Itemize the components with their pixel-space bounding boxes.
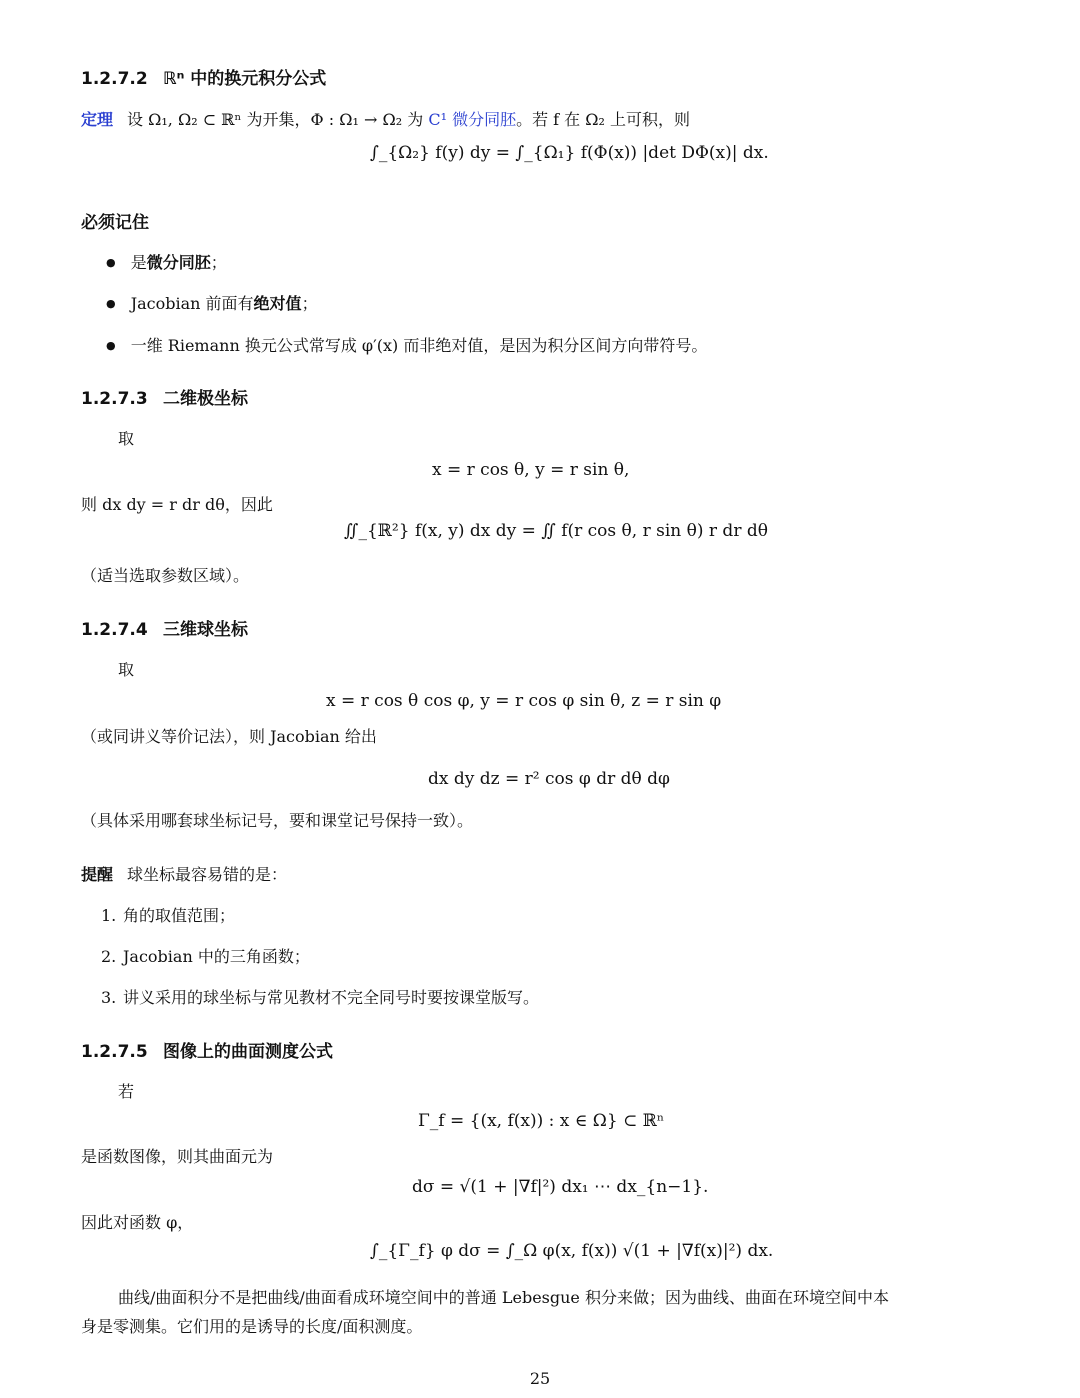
change-of-variables-formula: ∫_{Ω₂} f(y) dy = ∫_{Ω₁} f(Φ(x)) |det DΦ(x)| dx. <box>370 143 769 163</box>
section-heading-1-2-7-4: 1.2.7.4 三维球坐标 <box>81 620 248 640</box>
paragraph-text: 取 <box>118 660 135 679</box>
diffeomorphism-link[interactable]: C¹ 微分同胚 <box>428 110 517 129</box>
spherical-coordinates-equation: x = r cos θ cos φ, y = r cos φ sin θ, z = r sin φ <box>326 691 722 711</box>
page-number: 25 <box>529 1369 551 1388</box>
paragraph-text: （或同讲义等价记法），则 Jacobian 给出 <box>81 727 377 746</box>
list-item: 2. Jacobian 中的三角函数； <box>101 947 310 966</box>
section-heading-1-2-7-3: 1.2.7.3 二维极坐标 <box>81 389 248 409</box>
paragraph-text: （适当选取参数区域）。 <box>81 566 250 585</box>
paragraph-text: 是函数图像，则其曲面元为 <box>81 1147 274 1166</box>
polar-coordinates-equation: x = r cos θ, y = r sin θ, <box>432 460 630 480</box>
reminder-label: 提醒 <box>81 865 114 884</box>
paragraph-text: 因此对函数 φ， <box>81 1213 194 1232</box>
function-graph-definition: Γ_f = {(x, f(x)) : x ∈ Ω} ⊂ ℝⁿ <box>418 1111 665 1131</box>
reminder-statement: 提醒 球坐标最容易错的是： <box>81 865 288 884</box>
paragraph-text: 曲线/曲面积分不是把曲线/曲面看成环境空间中的普通 Lebesgue 积分来做；因为曲线、曲面在环境空间中本 <box>118 1288 889 1307</box>
paragraph-text: 取 <box>118 429 135 448</box>
paragraph-text: 若 <box>118 1082 135 1101</box>
paragraph-text: （具体采用哪套球坐标记号，要和课堂记号保持一致）。 <box>81 811 474 830</box>
theorem-statement: 定理 设 Ω₁, Ω₂ ⊂ ℝⁿ 为开集，Φ : Ω₁ → Ω₂ 为 C¹ 微分同胚。若 f 在 Ω₂ 上可积，则 <box>81 110 691 129</box>
must-remember-heading: 必须记住 <box>81 213 149 233</box>
list-item: ● 是微分同胚； <box>106 252 227 274</box>
section-heading-1-2-7-5: 1.2.7.5 图像上的曲面测度公式 <box>81 1042 333 1062</box>
polar-integral-formula: ∬_{ℝ²} f(x, y) dx dy = ∬ f(r cos θ, r sin θ) r dr dθ <box>344 521 768 541</box>
spherical-jacobian-equation: dx dy dz = r² cos φ dr dθ dφ <box>428 769 670 789</box>
paragraph-text: 则 dx dy = r dr dθ，因此 <box>81 495 273 514</box>
surface-integral-formula: ∫_{Γ_f} φ dσ = ∫_Ω φ(x, f(x)) √(1 + |∇f(x)|²) dx. <box>370 1241 774 1261</box>
paragraph-text: 身是零测集。它们用的是诱导的长度/面积测度。 <box>81 1317 423 1336</box>
section-heading-1-2-7-2: 1.2.7.2 ℝⁿ 中的换元积分公式 <box>81 69 327 89</box>
list-item: ● 一维 Riemann 换元公式常写成 φ′(x) 而非绝对值，是因为积分区间方向带符号。 <box>106 335 707 357</box>
list-item: ● Jacobian 前面有绝对值； <box>106 293 318 315</box>
theorem-label: 定理 <box>81 110 114 129</box>
surface-element-formula: dσ = √(1 + |∇f|²) dx₁ ⋯ dx_{n−1}. <box>412 1177 709 1197</box>
list-item: 1. 角的取值范围； <box>101 906 236 925</box>
list-item: 3. 讲义采用的球坐标与常见教材不完全同号时要按课堂版写。 <box>101 988 540 1007</box>
